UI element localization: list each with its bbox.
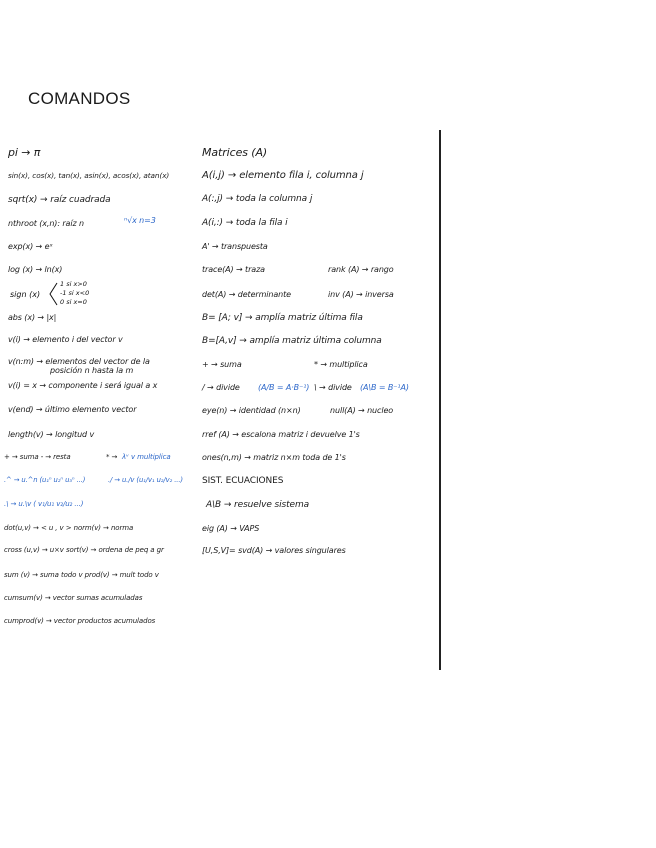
cmd-arow: A(i,:) → toda la fila i <box>202 218 288 228</box>
cmd-pi: pi → π <box>8 146 41 159</box>
cmd-sum: sum (v) → suma todo v prod(v) → mult todo v <box>4 571 159 579</box>
page-title: COMANDOS <box>28 89 131 108</box>
brace-icon <box>48 282 58 306</box>
cmd-divdot: ./ → u./v (u₁/v₁ u₂/v₂ ...) <box>108 476 183 484</box>
cmd-trig: sin(x), cos(x), tan(x), asin(x), acos(x), atan(x) <box>8 171 170 180</box>
cmd-mult-label: * → <box>106 453 118 461</box>
cmd-ampcol: B=[A,v] → amplía matriz última columna <box>202 336 382 346</box>
section-matrices: Matrices (A) <box>202 146 268 159</box>
cmd-atrans: A' → transpuesta <box>202 242 268 251</box>
cmd-null: null(A) → nucleo <box>330 406 394 415</box>
cmd-mult: * → multiplica <box>314 360 368 369</box>
cmd-nthroot: nthroot (x,n): raíz n <box>8 219 84 228</box>
cmd-det: det(A) → determinante <box>202 290 292 299</box>
cmd-trace: trace(A) → traza <box>202 265 265 274</box>
cmd-mult-hint: λᵛ v multiplica <box>122 453 171 461</box>
cmd-resuelve: A\B → resuelve sistema <box>206 500 310 510</box>
cmd-vend: v(end) → último elemento vector <box>8 405 137 414</box>
vertical-divider <box>439 130 441 670</box>
cmd-vi: v(i) → elemento i del vector v <box>8 335 123 344</box>
cmd-log: log (x) → ln(x) <box>8 265 63 274</box>
sign-label: sign (x) <box>10 290 41 299</box>
cmd-svd: [U,S,V]= svd(A) → valores singulares <box>202 546 346 555</box>
section-sist: SIST. ECUACIONES <box>202 476 284 486</box>
cmd-backdiv-r-hint: (A\B = B⁻¹A) <box>360 383 409 392</box>
nthroot-hint: ⁿ√x n=3 <box>124 216 156 225</box>
cmd-eye: eye(n) → identidad (n×n) <box>202 406 301 415</box>
cmd-potdot: .^ → u.^n (u₁ⁿ u₂ⁿ u₃ⁿ ...) <box>4 476 86 484</box>
cmd-vnm: v(n:m) → elementos del vector de la <box>8 357 150 366</box>
sign-case: 0 si x=0 <box>60 298 87 306</box>
sign-case: 1 si x>0 <box>60 280 87 288</box>
cmd-cross: cross (u,v) → u×v sort(v) → ordena de peq a gr <box>4 546 164 554</box>
cmd-backdiv-r: \ → divide <box>314 383 352 392</box>
cmd-divide-hint: (A/B = A·B⁻¹) <box>258 383 310 392</box>
cmd-backdiv: .\ → u.\v ( v₁/u₁ v₂/u₂ ...) <box>4 500 84 508</box>
cmd-length: length(v) → longitud v <box>8 430 95 439</box>
cmd-divide: / → divide <box>202 383 240 392</box>
cmd-vix: v(i) = x → componente i será igual a x <box>8 381 158 390</box>
cmd-abs: abs (x) → |x| <box>8 313 57 322</box>
cmd-rank: rank (A) → rango <box>328 265 394 274</box>
cmd-dot: dot(u,v) → < u , v > norm(v) → norma <box>4 524 134 532</box>
cmd-cumsum: cumsum(v) → vector sumas acumuladas <box>4 594 143 602</box>
cmd-aij: A(i,j) → elemento fila i, columna j <box>202 170 364 181</box>
cmd-sqrt: sqrt(x) → raíz cuadrada <box>8 195 111 205</box>
cmd-ones: ones(n,m) → matriz n×m toda de 1's <box>202 453 346 462</box>
cmd-inv: inv (A) → inversa <box>328 290 394 299</box>
sign-case: -1 si x<0 <box>60 289 90 297</box>
cmd-rref: rref (A) → escalona matriz i devuelve 1's <box>202 430 360 439</box>
cmd-vnm-cont: posición n hasta la m <box>50 366 134 375</box>
cmd-sumresta: + → suma - → resta <box>4 453 71 461</box>
cmd-suma: + → suma <box>202 360 242 369</box>
cmd-ampfila: B= [A; v] → amplía matriz última fila <box>202 313 363 323</box>
cmd-exp: exp(x) → eˣ <box>8 242 53 251</box>
cmd-sign <box>10 282 150 308</box>
cmd-acol: A(:,j) → toda la columna j <box>202 194 313 204</box>
cmd-eig: eig (A) → VAPS <box>202 524 260 533</box>
cmd-cumprod: cumprod(v) → vector productos acumulados <box>4 617 156 625</box>
